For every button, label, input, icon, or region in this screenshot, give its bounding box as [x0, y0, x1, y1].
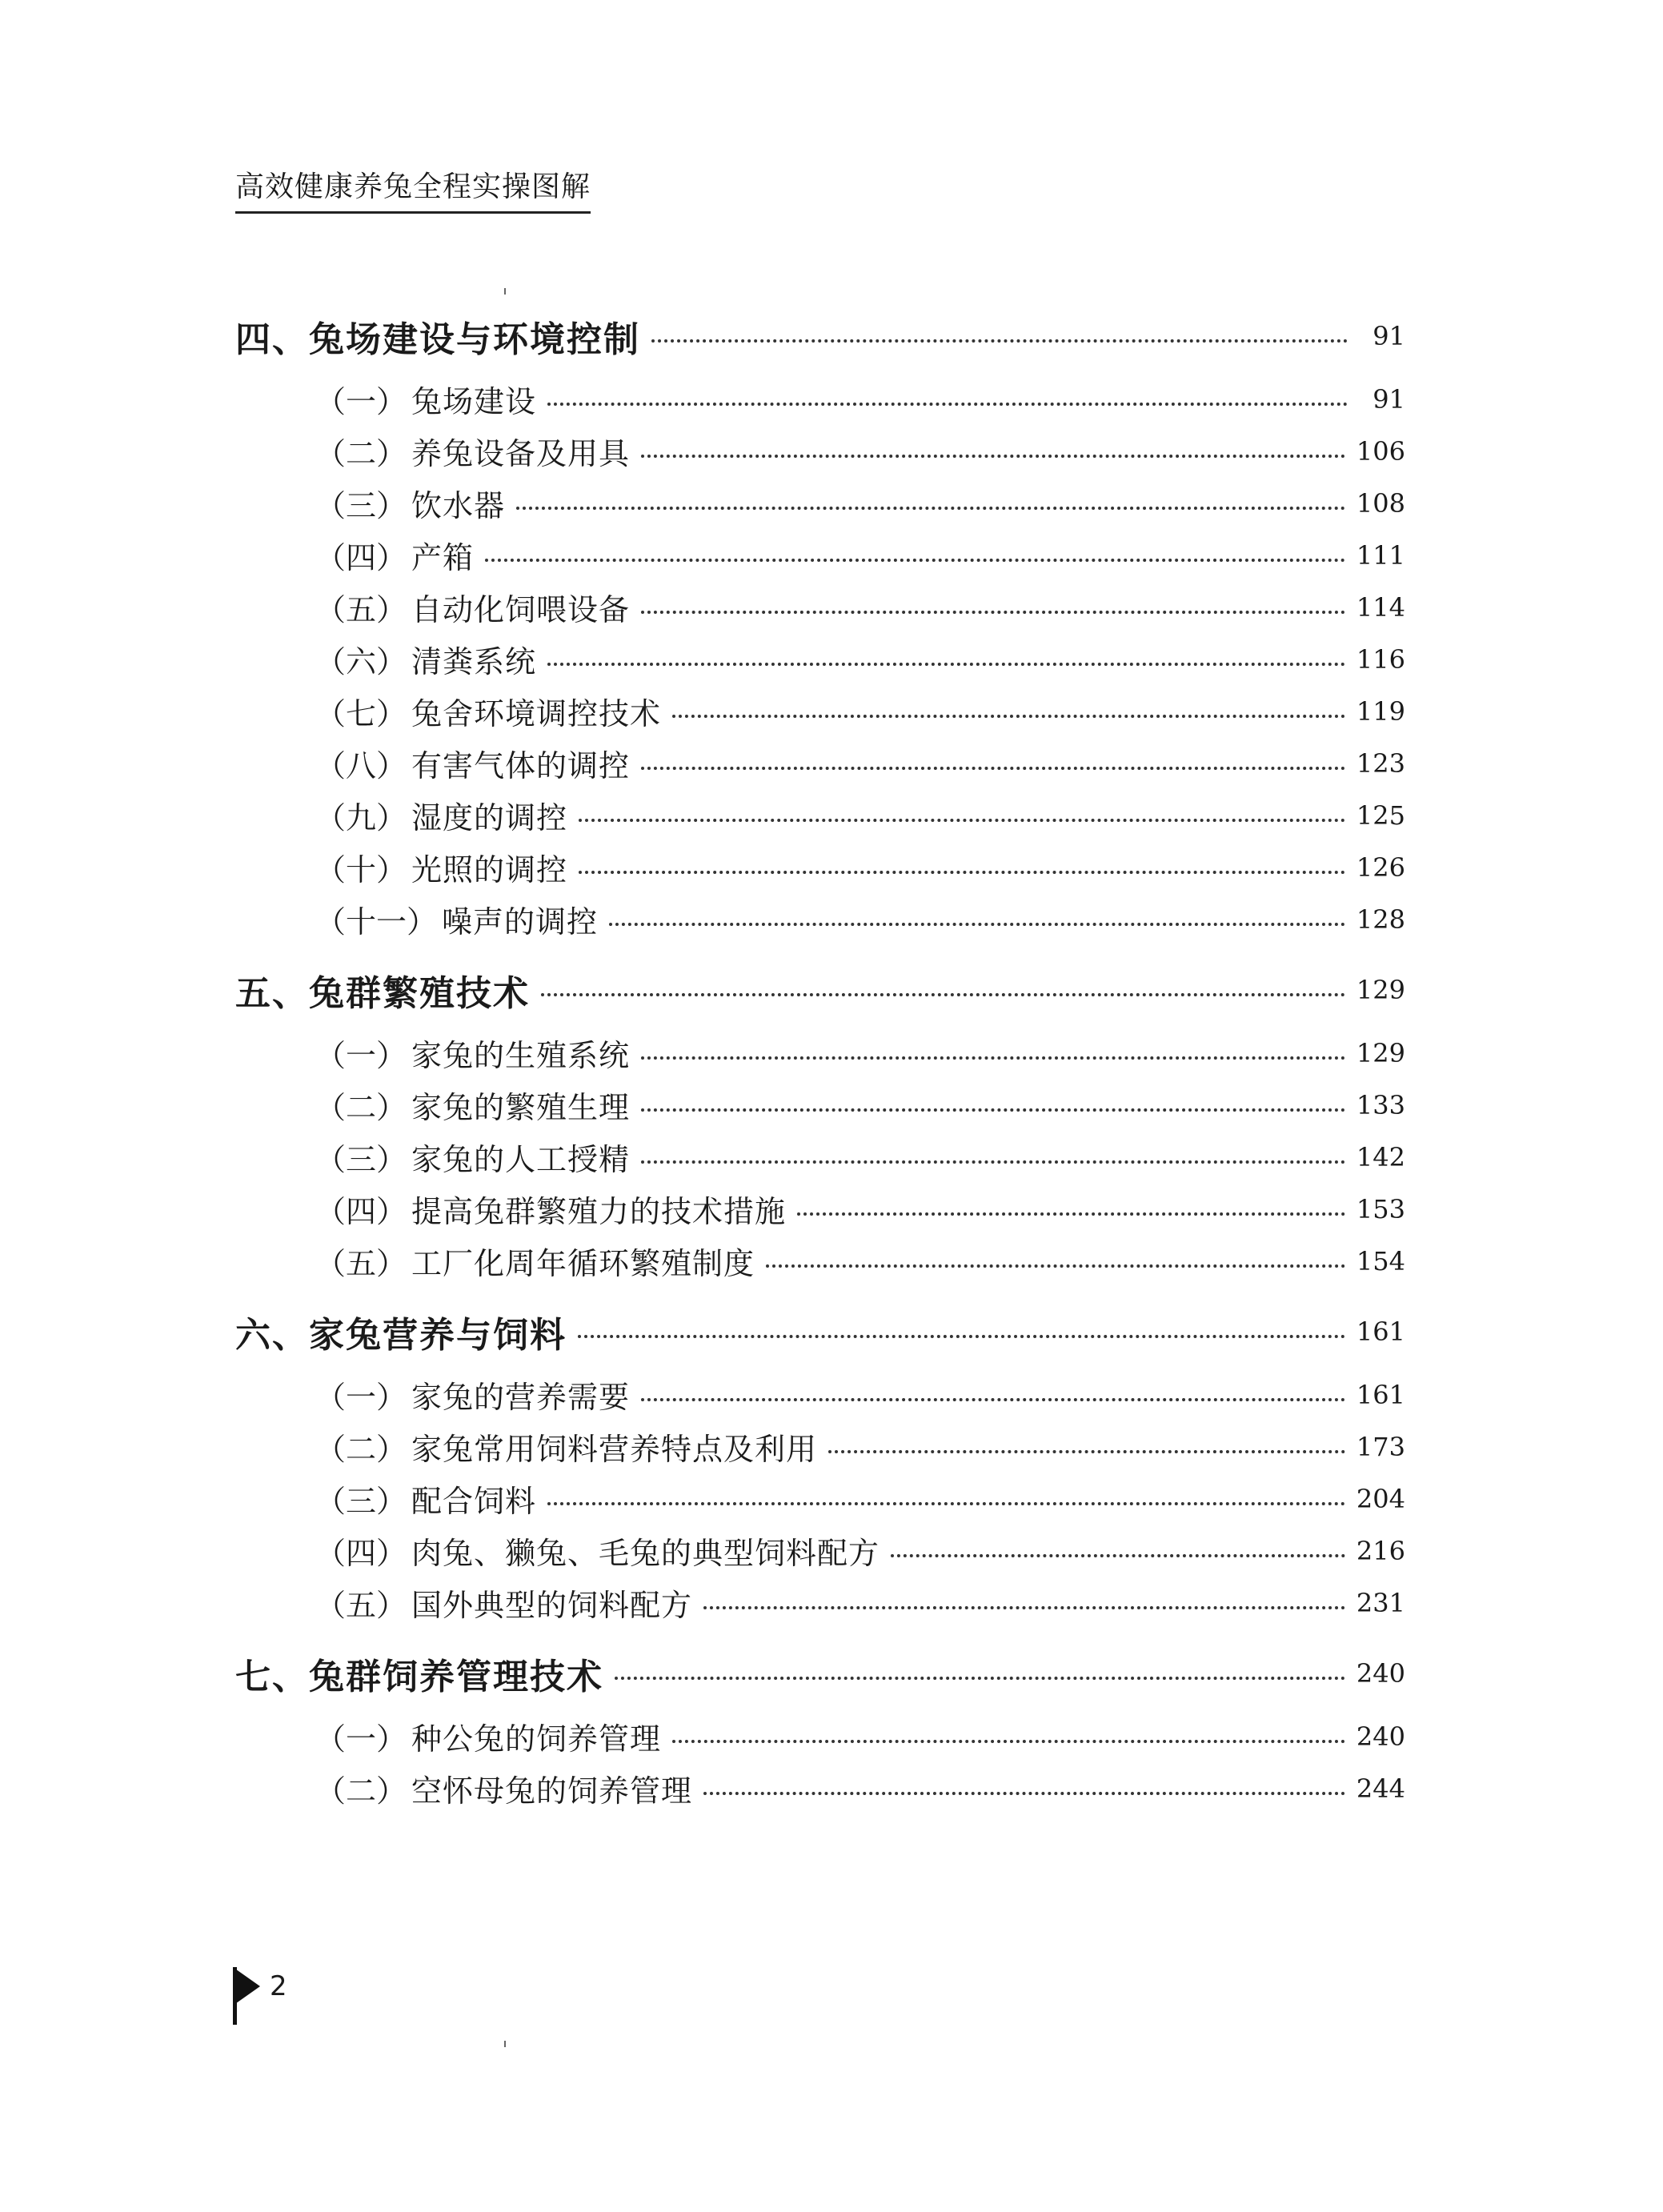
- section-entry[interactable]: [235, 633, 1405, 685]
- dot-leader: [485, 559, 1345, 562]
- dot-leader: [641, 767, 1345, 770]
- section-entry[interactable]: [235, 841, 1405, 893]
- section-entry[interactable]: [235, 893, 1405, 945]
- section-page-number: 128: [1356, 904, 1405, 935]
- section-entry[interactable]: [235, 1762, 1405, 1814]
- section-title: 兔舍环境调控技术: [411, 696, 662, 731]
- section-number: （二）: [315, 1090, 407, 1125]
- dot-leader: [828, 1450, 1345, 1453]
- section-list: [235, 1368, 1405, 1629]
- dot-leader: [766, 1264, 1345, 1268]
- toc-chapter: [235, 299, 1405, 945]
- dot-leader: [672, 715, 1345, 718]
- toc-chapter: [235, 1295, 1405, 1629]
- section-title: 配合饲料: [411, 1484, 537, 1519]
- dot-leader: [579, 819, 1345, 822]
- chapter-page-number: 161: [1356, 1316, 1405, 1347]
- section-page-number: 116: [1356, 643, 1405, 675]
- section-number: （六）: [315, 644, 407, 679]
- section-title: 产箱: [411, 540, 475, 575]
- dot-leader: [703, 1606, 1345, 1609]
- section-title: 光照的调控: [411, 852, 568, 888]
- chapter-entry[interactable]: [235, 1295, 1405, 1368]
- section-list: [235, 1027, 1405, 1287]
- section-page-number: 114: [1356, 591, 1405, 623]
- dot-leader: [641, 455, 1345, 458]
- section-title: 兔场建设: [411, 384, 537, 419]
- dot-leader: [641, 1056, 1345, 1060]
- section-title: 家兔的生殖系统: [411, 1038, 631, 1073]
- section-page-number: 119: [1356, 695, 1405, 727]
- flag-icon: [233, 1967, 260, 2006]
- section-page-number: 133: [1356, 1089, 1405, 1120]
- section-page-number: 111: [1356, 539, 1405, 571]
- section-number: （四）: [315, 540, 407, 575]
- section-title: 工厂化周年循环繁殖制度: [411, 1246, 755, 1281]
- section-title: 饮水器: [411, 488, 506, 523]
- section-title: 家兔的营养需要: [411, 1380, 631, 1415]
- section-page-number: 173: [1356, 1431, 1405, 1462]
- section-number: （七）: [315, 696, 407, 731]
- section-entry[interactable]: [235, 1577, 1405, 1629]
- section-entry[interactable]: [235, 1027, 1405, 1079]
- section-page-number: 240: [1356, 1721, 1405, 1752]
- section-title: 种公兔的饲养管理: [411, 1721, 662, 1757]
- dot-leader: [641, 1160, 1345, 1164]
- section-number: （十）: [315, 852, 407, 888]
- section-title: 国外典型的饲料配方: [411, 1588, 693, 1623]
- section-entry[interactable]: [235, 737, 1405, 789]
- section-number: （一）: [315, 1721, 407, 1757]
- section-title: 提高兔群繁殖力的技术措施: [411, 1194, 787, 1229]
- table-of-contents: [235, 299, 1405, 1822]
- section-list: [235, 1710, 1405, 1814]
- dot-leader: [579, 871, 1345, 874]
- section-entry[interactable]: [235, 1131, 1405, 1183]
- section-entry[interactable]: [235, 425, 1405, 477]
- section-number: （四）: [315, 1194, 407, 1229]
- section-page-number: 142: [1356, 1141, 1405, 1172]
- section-page-number: 244: [1356, 1773, 1405, 1804]
- chapter-title: 七、兔群饲养管理技术: [235, 1657, 603, 1697]
- dot-leader: [672, 1740, 1345, 1743]
- dot-leader: [891, 1554, 1345, 1557]
- section-title: 湿度的调控: [411, 800, 568, 836]
- section-number: （五）: [315, 1588, 407, 1623]
- section-page-number: 231: [1356, 1587, 1405, 1618]
- section-page-number: 129: [1356, 1037, 1405, 1068]
- section-title: 家兔常用饲料营养特点及利用: [411, 1432, 818, 1467]
- dot-leader: [615, 1677, 1345, 1680]
- dot-leader: [641, 1108, 1345, 1112]
- dot-leader: [541, 993, 1345, 996]
- section-title: 噪声的调控: [442, 904, 599, 940]
- section-page-number: 161: [1356, 1379, 1405, 1410]
- section-title: 肉兔、獭兔、毛兔的典型饲料配方: [411, 1536, 880, 1571]
- section-entry[interactable]: [235, 581, 1405, 633]
- section-number: （五）: [315, 592, 407, 627]
- section-number: （四）: [315, 1536, 407, 1571]
- section-entry[interactable]: [235, 1710, 1405, 1762]
- section-entry[interactable]: [235, 529, 1405, 581]
- section-entry[interactable]: [235, 1183, 1405, 1235]
- section-number: （三）: [315, 1142, 407, 1177]
- section-entry[interactable]: [235, 1421, 1405, 1473]
- chapter-entry[interactable]: [235, 953, 1405, 1027]
- chapter-page-number: 240: [1356, 1658, 1405, 1689]
- dot-leader: [641, 611, 1345, 614]
- section-title: 空怀母兔的饲养管理: [411, 1773, 693, 1809]
- section-page-number: 216: [1356, 1535, 1405, 1566]
- section-number: （五）: [315, 1246, 407, 1281]
- dot-leader: [609, 923, 1345, 926]
- section-entry[interactable]: [235, 1525, 1405, 1577]
- section-number: （三）: [315, 488, 407, 523]
- section-title: 有害气体的调控: [411, 748, 631, 783]
- section-number: （一）: [315, 1038, 407, 1073]
- registration-mark: [504, 288, 506, 295]
- section-entry[interactable]: [235, 1473, 1405, 1525]
- section-number: （一）: [315, 1380, 407, 1415]
- section-number: （三）: [315, 1484, 407, 1519]
- chapter-entry[interactable]: [235, 299, 1405, 373]
- dot-leader: [578, 1335, 1345, 1338]
- section-title: 自动化饲喂设备: [411, 592, 631, 627]
- section-entry[interactable]: [235, 477, 1405, 529]
- section-list: [235, 373, 1405, 945]
- section-page-number: 126: [1356, 852, 1405, 883]
- section-entry[interactable]: [235, 373, 1405, 425]
- folio: [233, 1967, 287, 2006]
- section-page-number: 123: [1356, 747, 1405, 779]
- section-title: 清粪系统: [411, 644, 537, 679]
- dot-leader: [516, 507, 1345, 510]
- section-entry[interactable]: [235, 789, 1405, 841]
- chapter-entry[interactable]: [235, 1637, 1405, 1710]
- chapter-title: 六、家兔营养与饲料: [235, 1315, 567, 1356]
- section-title: 家兔的人工授精: [411, 1142, 631, 1177]
- dot-leader: [797, 1212, 1345, 1216]
- section-page-number: 108: [1356, 487, 1405, 519]
- section-page-number: 91: [1372, 383, 1405, 415]
- section-number: （一）: [315, 384, 407, 419]
- section-title: 家兔的繁殖生理: [411, 1090, 631, 1125]
- section-number: （九）: [315, 800, 407, 836]
- dot-leader: [703, 1792, 1345, 1795]
- section-page-number: 153: [1356, 1193, 1405, 1224]
- section-number: （二）: [315, 1773, 407, 1809]
- section-page-number: 106: [1356, 435, 1405, 467]
- dot-leader: [547, 403, 1348, 406]
- dot-leader: [547, 1502, 1345, 1505]
- section-number: （二）: [315, 1432, 407, 1467]
- registration-mark: [504, 2041, 506, 2047]
- section-number: （二）: [315, 436, 407, 471]
- chapter-title: 四、兔场建设与环境控制: [235, 319, 640, 360]
- section-page-number: 204: [1356, 1483, 1405, 1514]
- section-entry[interactable]: [235, 1079, 1405, 1131]
- section-number: （八）: [315, 748, 407, 783]
- section-page-number: 125: [1356, 799, 1405, 831]
- section-entry[interactable]: [235, 1368, 1405, 1421]
- running-header: 高效健康养兔全程实操图解: [235, 170, 591, 214]
- page-number: 2: [270, 1970, 287, 2002]
- toc-chapter: [235, 953, 1405, 1287]
- section-number: （十一）: [315, 904, 438, 940]
- chapter-page-number: 129: [1356, 975, 1405, 1005]
- section-entry[interactable]: [235, 1235, 1405, 1287]
- dot-leader: [547, 663, 1345, 666]
- dot-leader: [641, 1398, 1345, 1401]
- chapter-page-number: 91: [1372, 321, 1405, 351]
- section-entry[interactable]: [235, 685, 1405, 737]
- chapter-title: 五、兔群繁殖技术: [235, 973, 530, 1014]
- dot-leader: [651, 339, 1348, 343]
- section-page-number: 154: [1356, 1245, 1405, 1276]
- toc-chapter: [235, 1637, 1405, 1814]
- section-title: 养兔设备及用具: [411, 436, 631, 471]
